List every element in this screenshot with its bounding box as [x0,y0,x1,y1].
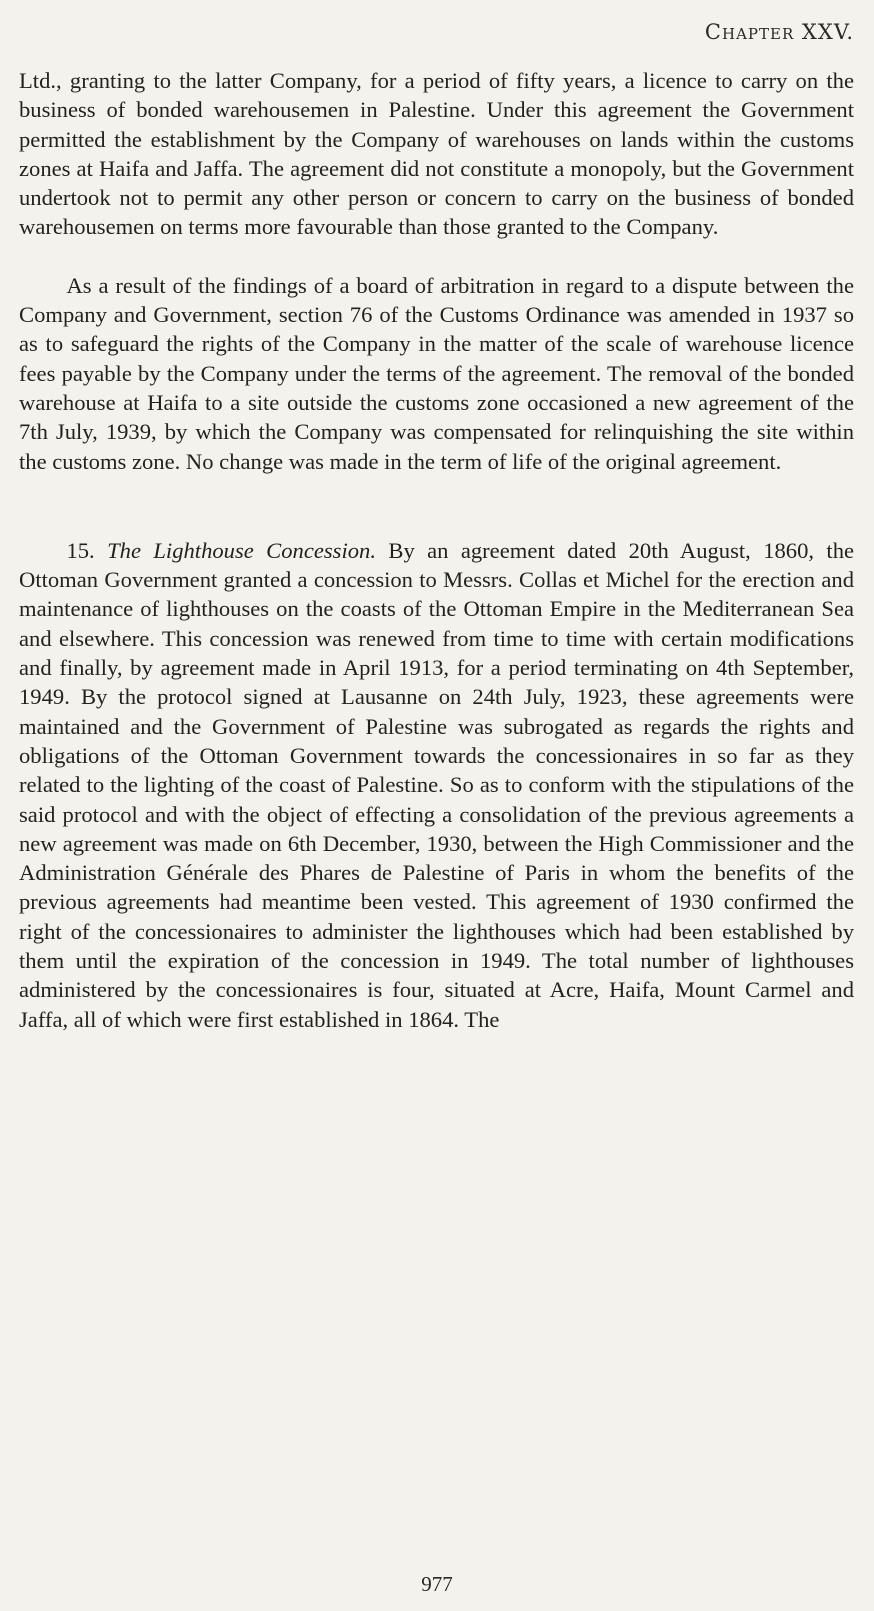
paragraph-arbitration: As a result of the findings of a board of arbitration in regard to a dispute between the Company and Government, section 76 of the Customs Ordinance was amended in 1937 so as to safeguard the rights of the Company in the matter of the scale of warehouse licence fees payable by the Company under the terms of the agreement. The removal of the bonded warehouse at Haifa to a site outside the customs zone occasioned a new agreement of the 7th July, 1939, by which the Company was compensated for relinquishing the site within the customs zone. No change was made in the term of life of the original agreement. [19,272,854,474]
paragraph-bonded-warehouse: Ltd., granting to the latter Company, for a period of fifty years, a licence to carry on the business of bonded warehousemen in Palestine. Under this agreement the Government permitted the establishment by the Company of warehouses on lands within the customs zones at Haifa and Jaffa. The agreement did not constitute a monopoly, but the Government undertook not to permit any other person or concern to carry on the business of bonded warehousemen on terms more favourable than those granted to the Company. [19,68,854,240]
section-number: 15. [66,537,95,563]
body-text [19,66,854,1034]
section-text: By an agreement dated 20th August, 1860, the Ottoman Government granted a concession to Messrs. Collas et Michel for the erection and maintenance of lighthouses on the coasts of the Ottoman Empire in the Mediterranean Sea and elsewhere. This concession was renewed from time to time with certain modifications and finally, by agreement made in April 1913, for a period terminating on 4th September, 1949. By the protocol signed at Lausanne on 24th July, 1923, these agreements were maintained and the Government of Palestine was subrogated as regards the rights and obligations of the Ottoman Government towards the concessionaires in so far as they related to the lighting of the coast of Palestine. So as to conform with the stipulations of the said protocol and with the object of effecting a consolidation of the previous agreements a new agreement was made on 6th December, 1930, between the High Commissioner and the Administration Générale des Phares de Palestine of Paris in whom the benefits of the previous agreements had meantime been vested. This agreement of 1930 confirmed the right of the concessionaires to administer the lighthouses which had been established by them until the expiration of the concession in 1949. The total number of lighthouses administered by the concessionaires is four, situated at Acre, Haifa, Mount Carmel and Jaffa, all of which were first established in 1864. The [19,537,855,1032]
page-number: 977 [421,1572,453,1596]
section-title: The Lighthouse Concession. [107,537,376,563]
running-head: Chapter XXV. [704,20,854,44]
paragraph-lighthouse-concession [19,536,854,1034]
